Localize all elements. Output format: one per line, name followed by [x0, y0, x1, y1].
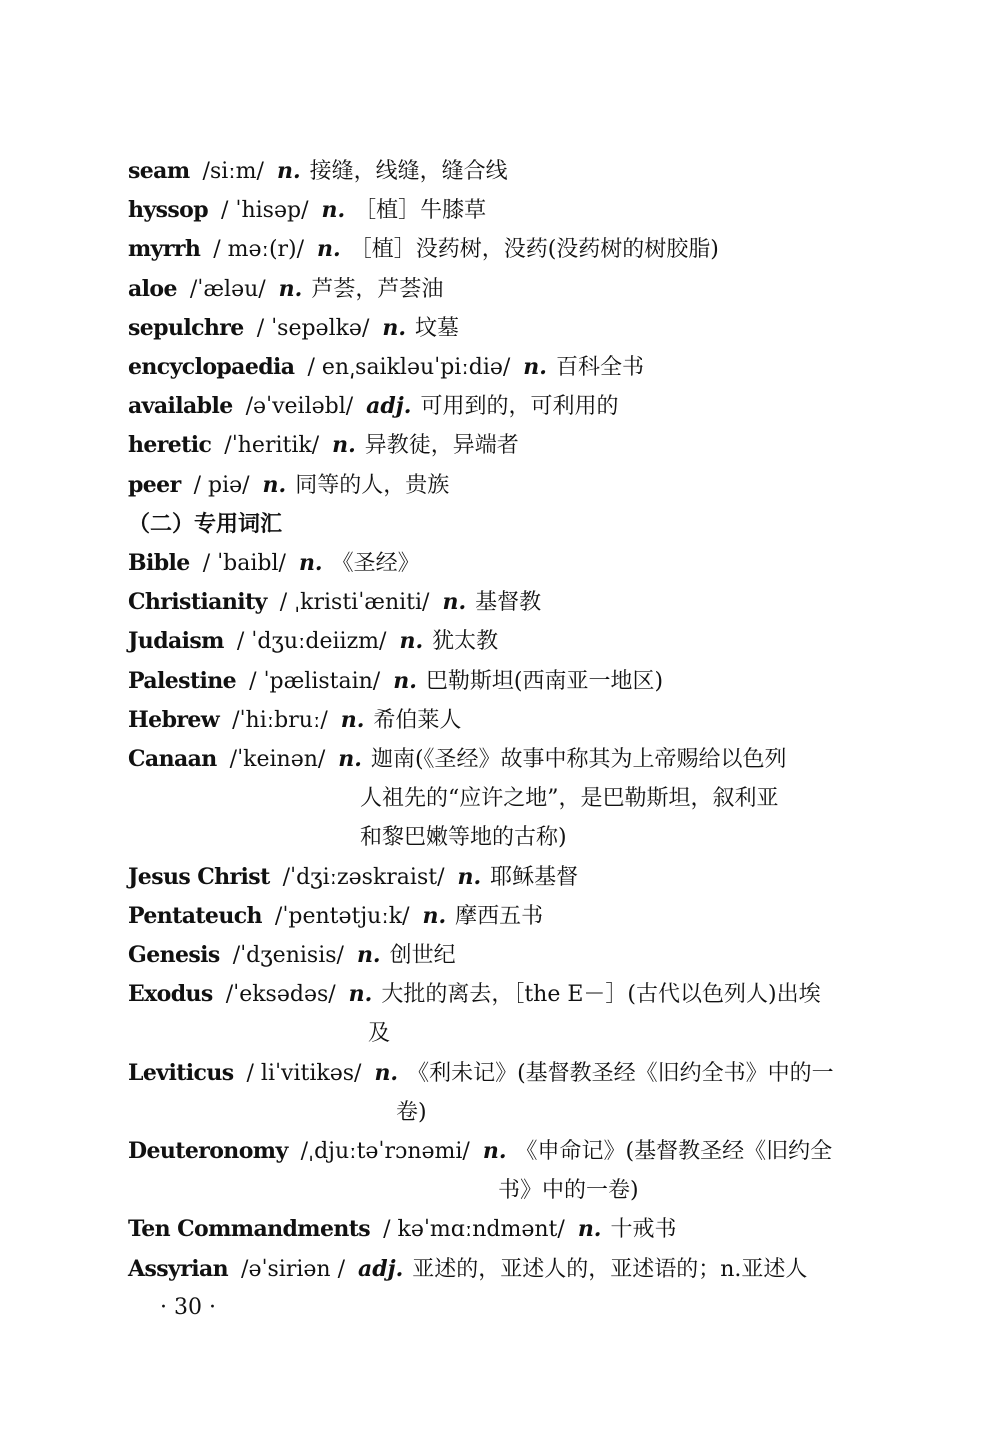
pronunciation: / kəˈmɑːndmənt/: [383, 1217, 565, 1243]
vocabulary-entry: [128, 270, 868, 309]
vocabulary-entry: [128, 1054, 868, 1132]
part-of-speech: adj.: [366, 393, 412, 420]
definition: 巴勒斯坦(西南亚一地区): [425, 668, 664, 694]
pronunciation: /siːm/: [202, 159, 264, 184]
vocabulary-entry: [128, 309, 868, 348]
part-of-speech: n.: [577, 1216, 602, 1243]
headword: myrrh: [128, 236, 201, 263]
part-of-speech: n.: [523, 354, 547, 381]
part-of-speech: n.: [422, 902, 447, 929]
vocabulary-entry: [128, 701, 868, 740]
definition-continuation: 和黎巴嫩等地的古称): [360, 825, 567, 851]
pronunciation: / ˌkristiˈæniti/: [279, 590, 430, 616]
headword: Bible: [128, 550, 190, 577]
part-of-speech: n.: [276, 158, 301, 184]
definition: 《圣经》: [331, 551, 420, 577]
definition: 亚述的，亚述人的，亚述语的；n.亚述人: [412, 1256, 808, 1282]
part-of-speech: n.: [321, 197, 346, 224]
vocabulary-entry: [128, 348, 868, 387]
headword: hyssop: [128, 197, 209, 224]
pronunciation: / piə/: [193, 472, 250, 498]
vocabulary-entry: [128, 858, 868, 897]
pronunciation: /ˈdʒiːzəskraist/: [282, 864, 445, 890]
part-of-speech: n.: [348, 981, 373, 1008]
pronunciation: /ˈpentətjuːk/: [274, 903, 410, 929]
pronunciation: /ˈæləu/: [189, 276, 266, 302]
headword: Leviticus: [128, 1059, 234, 1086]
pronunciation: / məː(r)/: [213, 237, 305, 263]
vocabulary-entry: [128, 975, 868, 1053]
headword: Ten Commandments: [128, 1216, 371, 1243]
definition: 犹太教: [432, 629, 499, 655]
part-of-speech: n.: [317, 236, 341, 263]
dictionary-page: [128, 152, 868, 1289]
definition: 接缝，线缝，缝合线: [309, 159, 508, 184]
vocabulary-entry: [128, 1210, 868, 1249]
part-of-speech: n.: [356, 942, 381, 969]
vocabulary-entry: [128, 936, 868, 975]
vocabulary-list-general: [128, 152, 868, 505]
pronunciation: /ˌdjuːtəˈrɔnəmi/: [300, 1139, 470, 1165]
headword: Jesus Christ: [128, 863, 270, 890]
definition: 希伯莱人: [373, 707, 462, 733]
pronunciation: /əˈveiləbl/: [245, 394, 354, 420]
definition-continuation: 人祖先的“应许之地”，是巴勒斯坦，叙利亚: [360, 786, 779, 812]
pronunciation: / ˈpælistain/: [249, 668, 381, 694]
vocabulary-entry: [128, 544, 868, 583]
definition: 同等的人，贵族: [295, 472, 450, 498]
part-of-speech: n.: [393, 667, 417, 694]
definition: 《申命记》(基督教圣经《旧约全: [515, 1139, 833, 1165]
vocabulary-entry: [128, 662, 868, 701]
vocabulary-entry: [128, 897, 868, 936]
pronunciation: / ˈsepəlkə/: [256, 315, 370, 341]
definition: 摩西五书: [455, 903, 544, 929]
definition: 《利未记》(基督教圣经《旧约全书》中的一: [407, 1060, 834, 1086]
pronunciation: / ˈhisəp/: [221, 198, 309, 224]
headword: Canaan: [128, 746, 217, 773]
headword: Palestine: [128, 667, 237, 694]
headword: Hebrew: [128, 706, 220, 733]
pronunciation: / en͵saikləuˈpiːdiə/: [307, 355, 511, 381]
part-of-speech: n.: [457, 863, 482, 890]
definition: ［植］没药树，没药(没药树的树胶脂): [349, 237, 719, 263]
pronunciation: /ˈhiːbruː/: [232, 707, 328, 733]
part-of-speech: n.: [332, 432, 356, 459]
part-of-speech: adj.: [357, 1255, 404, 1282]
part-of-speech: n.: [278, 275, 303, 302]
part-of-speech: n.: [382, 314, 407, 341]
headword: Deuteronomy: [128, 1138, 288, 1165]
vocabulary-entry: [128, 426, 868, 465]
vocabulary-list-proper-nouns: [128, 544, 868, 1289]
definition: 迦南(《圣经》故事中称其为上帝赐给以色列: [370, 747, 787, 773]
vocabulary-entry: [128, 191, 868, 230]
definition: 芦荟，芦荟油: [311, 276, 444, 302]
vocabulary-entry: [128, 387, 868, 426]
part-of-speech: n.: [442, 589, 467, 616]
headword: peer: [128, 471, 181, 498]
headword: available: [128, 393, 233, 420]
headword: Genesis: [128, 942, 220, 969]
vocabulary-entry: [128, 622, 868, 661]
definition-continuation: 及: [368, 1021, 391, 1047]
definition-continuation: 书》中的一卷): [498, 1178, 639, 1204]
definition: 基督教: [475, 590, 542, 616]
pronunciation: / ˈbaibl/: [202, 551, 286, 577]
headword: aloe: [128, 275, 177, 302]
headword: Christianity: [128, 589, 267, 616]
definition: 创世纪: [389, 943, 456, 969]
pronunciation: /əˈsiriən /: [241, 1256, 345, 1282]
headword: Exodus: [128, 981, 213, 1008]
vocabulary-entry: [128, 230, 868, 269]
definition: 异教徒，异端者: [364, 433, 519, 459]
headword: Pentateuch: [128, 902, 262, 929]
definition: 十戒书: [610, 1217, 677, 1243]
definition: 坟墓: [415, 315, 460, 341]
definition: ［植］牛膝草: [354, 198, 487, 224]
pronunciation: /ˈeksədəs/: [225, 982, 336, 1008]
definition: 可用到的，可利用的: [420, 394, 619, 420]
part-of-speech: n.: [374, 1059, 399, 1086]
headword: heretic: [128, 432, 212, 459]
vocabulary-entry: [128, 740, 868, 858]
section-title: （二）专用词汇: [128, 510, 283, 537]
vocabulary-entry: [128, 1132, 868, 1210]
definition: 耶稣基督: [490, 864, 579, 890]
part-of-speech: n.: [482, 1138, 507, 1165]
part-of-speech: n.: [340, 706, 365, 733]
pronunciation: /ˈkeinən/: [229, 747, 326, 773]
page-number: · 30 ·: [160, 1295, 216, 1320]
definition-continuation: 卷): [396, 1099, 427, 1125]
pronunciation: /ˈdʒenisis/: [232, 943, 344, 969]
pronunciation: /ˈheritik/: [224, 433, 320, 459]
pronunciation: / ˈdʒuːdeiizm/: [236, 629, 387, 655]
headword: Judaism: [128, 628, 224, 655]
definition: 大批的离去，［the E－］(古代以色列人)出埃: [381, 982, 821, 1008]
part-of-speech: n.: [399, 628, 424, 655]
part-of-speech: n.: [298, 550, 323, 577]
vocabulary-entry: [128, 1250, 868, 1289]
vocabulary-entry: [128, 583, 868, 622]
vocabulary-entry: [128, 152, 868, 191]
headword: Assyrian: [128, 1255, 229, 1282]
definition: 百科全书: [555, 355, 644, 381]
headword: sepulchre: [128, 314, 244, 341]
pronunciation: / liˈvitikəs/: [246, 1060, 362, 1086]
headword: encyclopaedia: [128, 354, 295, 381]
vocabulary-entry: [128, 466, 868, 505]
headword: seam: [128, 158, 190, 184]
part-of-speech: n.: [262, 471, 287, 498]
part-of-speech: n.: [338, 746, 362, 773]
